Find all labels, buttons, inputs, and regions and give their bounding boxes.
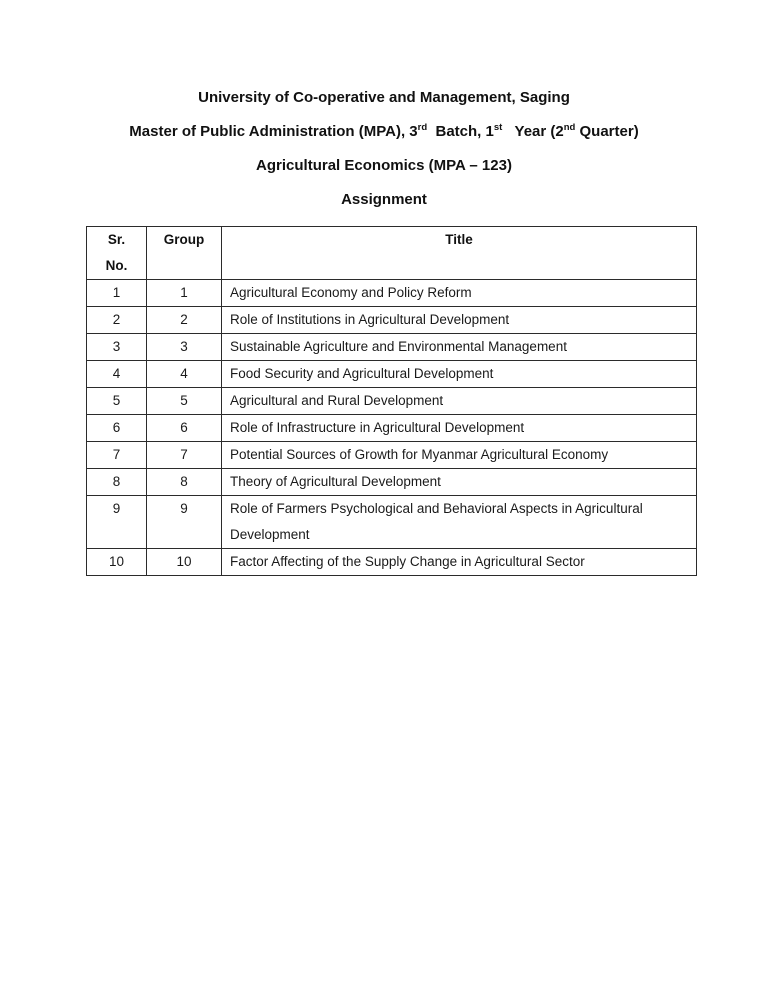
group-cell: 7: [147, 442, 222, 469]
title-cell: Agricultural and Rural Development: [222, 388, 697, 415]
sr-cell: 9: [87, 496, 147, 549]
title-cell: Food Security and Agricultural Development: [222, 361, 697, 388]
header-sr-no: [87, 227, 147, 280]
sr-cell: 4: [87, 361, 147, 388]
header-title: Title: [222, 227, 697, 280]
group-cell: 10: [147, 549, 222, 576]
title-cell: Sustainable Agriculture and Environmental Management: [222, 334, 697, 361]
table-row: [87, 307, 697, 334]
table-row: [87, 334, 697, 361]
group-cell: 2: [147, 307, 222, 334]
table-row: [87, 388, 697, 415]
sr-cell: 3: [87, 334, 147, 361]
heading-program: [0, 122, 768, 141]
group-cell: 9: [147, 496, 222, 549]
sr-cell: 1: [87, 280, 147, 307]
heading-university: University of Co-operative and Management, Saging: [198, 89, 570, 106]
ordinal-superscript: st: [493, 122, 503, 133]
group-cell: 8: [147, 469, 222, 496]
sr-cell: 10: [87, 549, 147, 576]
group-cell: 1: [147, 280, 222, 307]
title-cell: Theory of Agricultural Development: [222, 469, 697, 496]
ordinal-superscript: rd: [417, 122, 428, 133]
heading-text-segment: Master of Public Administration (MPA), 3: [129, 123, 418, 140]
heading-course: Agricultural Economics (MPA – 123): [256, 157, 512, 174]
table-row: [87, 496, 697, 549]
sr-cell: 2: [87, 307, 147, 334]
header-group: Group: [147, 227, 222, 280]
heading-assignment: Assignment: [341, 191, 427, 208]
table-row: [87, 469, 697, 496]
table-row: [87, 280, 697, 307]
group-cell: 3: [147, 334, 222, 361]
heading-program-text: [129, 123, 638, 140]
heading-text-segment: Year (2: [502, 123, 564, 140]
sr-cell: 8: [87, 469, 147, 496]
title-cell: Role of Farmers Psychological and Behavioral Aspects in Agricultural Development: [222, 496, 697, 549]
table-row: [87, 549, 697, 576]
header-sr-line1: Sr.: [107, 232, 126, 247]
table-row: [87, 361, 697, 388]
table-row: [87, 442, 697, 469]
sr-cell: 7: [87, 442, 147, 469]
group-cell: 4: [147, 361, 222, 388]
title-cell: Potential Sources of Growth for Myanmar Agricultural Economy: [222, 442, 697, 469]
table-header-row: [87, 227, 697, 280]
assignment-table: [86, 226, 697, 576]
heading-text-segment: Batch, 1: [427, 123, 494, 140]
sr-cell: 5: [87, 388, 147, 415]
ordinal-superscript: nd: [563, 122, 576, 133]
heading-text-segment: Quarter): [575, 123, 639, 140]
group-cell: 6: [147, 415, 222, 442]
title-cell: Agricultural Economy and Policy Reform: [222, 280, 697, 307]
title-cell: Role of Institutions in Agricultural Development: [222, 307, 697, 334]
sr-cell: 6: [87, 415, 147, 442]
title-cell: Factor Affecting of the Supply Change in Agricultural Sector: [222, 549, 697, 576]
table-row: [87, 415, 697, 442]
header-sr-line2: No.: [105, 258, 128, 273]
title-cell: Role of Infrastructure in Agricultural Development: [222, 415, 697, 442]
group-cell: 5: [147, 388, 222, 415]
